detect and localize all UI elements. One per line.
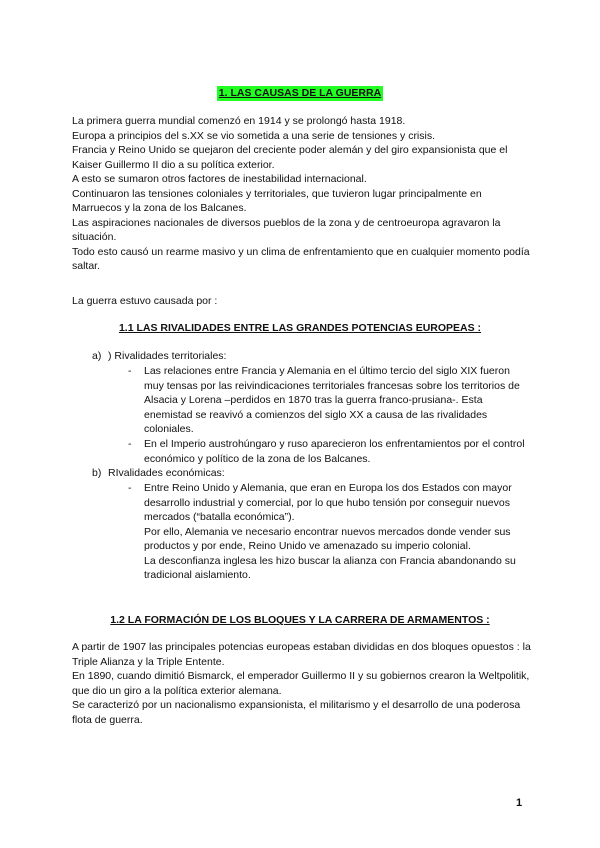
section-heading-rivalidades: 1.1 LAS RIVALIDADES ENTRE LAS GRANDES POTENCIAS EUROPEAS : bbox=[118, 322, 482, 334]
intro-paragraph: Francia y Reino Unido se quejaron del creciente poder alemán y del giro expansionista que el Kaiser Guillermo II dio a su política exterior. bbox=[72, 144, 508, 171]
page-title: 1. LAS CAUSAS DE LA GUERRA bbox=[218, 87, 382, 99]
bullet-dash: - bbox=[128, 438, 132, 450]
section2-paragraph: Se caracterizó por un nacionalismo expansionista, el militarismo y el desarrollo de una poderosa flota de guerra. bbox=[72, 699, 521, 726]
bullet-continuation: La desconfianza inglesa les hizo buscar la alianza con Francia abandonando su tradicional aislamiento. bbox=[144, 554, 516, 581]
intro-block bbox=[72, 114, 532, 274]
lead-text: La guerra estuvo causada por : bbox=[72, 295, 218, 307]
section-heading-bloques: 1.2 LA FORMACIÓN DE LOS BLOQUES Y LA CARRERA DE ARMAMENTOS : bbox=[110, 614, 490, 626]
list-item-b bbox=[92, 466, 225, 481]
list-item-a bbox=[92, 349, 226, 364]
bullet-dash: - bbox=[128, 365, 132, 377]
bullet-dash: - bbox=[128, 482, 132, 494]
intro-paragraph: Europa a principios del s.XX se vio sometida a una serie de tensiones y crisis. bbox=[72, 129, 436, 142]
bullet-text: Las relaciones entre Francia y Alemania en el último tercio del siglo XIX fueron muy tensas por las reivindicaciones territoriales francesas sobre los territorios de Alsacia y Lorena –perdidos en 1870 tras la guerra franco-prusiana-. Esta enemistad se reavivó a comienzos del siglo XX a causa de las rivalidades coloniales. bbox=[144, 365, 520, 435]
list-item-label: RIvalidades económicas: bbox=[108, 467, 225, 479]
intro-paragraph: La primera guerra mundial comenzó en 1914 y se prolongó hasta 1918. bbox=[72, 115, 406, 127]
title-container bbox=[0, 86, 600, 101]
list-marker: a) bbox=[92, 350, 102, 362]
list-marker: b) bbox=[92, 467, 102, 479]
intro-paragraph: Continuaron las tensiones coloniales y territoriales, que tuvieron lugar principalmente en Marruecos y la zona de los Balcanes. bbox=[72, 187, 482, 214]
bullet-text: Entre Reino Unido y Alemania, que eran en Europa los dos Estados con mayor desarrollo industrial y comercial, por lo que hubo tensión por conseguir nuevos mercados (“batalla económica”). bbox=[144, 482, 512, 523]
section2-body bbox=[72, 640, 532, 727]
intro-paragraph: Las aspiraciones nacionales de diversos pueblos de la zona y de centroeuropa agravaron la situación. bbox=[72, 216, 501, 243]
bullet-text-continued bbox=[144, 481, 530, 583]
intro-paragraph: Todo esto causó un rearme masivo y un clima de enfrentamiento que en cualquier momento podía saltar. bbox=[72, 245, 530, 272]
section2-paragraph: A partir de 1907 las principales potencias europeas estaban divididas en dos bloques opuestos : la Triple Alianza y la Triple Entente. bbox=[72, 641, 531, 668]
section2-paragraph: En 1890, cuando dimitió Bismarck, el emperador Guillermo II y su gobiernos crearon la Weltpolitik, que dio un giro a la política exterior alemana. bbox=[72, 670, 530, 697]
list-item-label: ) Rivalidades territoriales: bbox=[108, 350, 227, 362]
intro-paragraph: A esto se sumaron otros factores de inestabilidad internacional. bbox=[72, 173, 367, 185]
page-number: 1 bbox=[516, 797, 523, 809]
bullet-text: En el Imperio austrohúngaro y ruso aparecieron los enfrentamientos por el control económico y político de la zona de los Balcanes. bbox=[144, 438, 525, 465]
bullet-continuation: Por ello, Alemania ve necesario encontrar nuevos mercados donde vender sus productos y por ende, Reino Unido ve amenazado su imperio colonial. bbox=[144, 525, 511, 552]
